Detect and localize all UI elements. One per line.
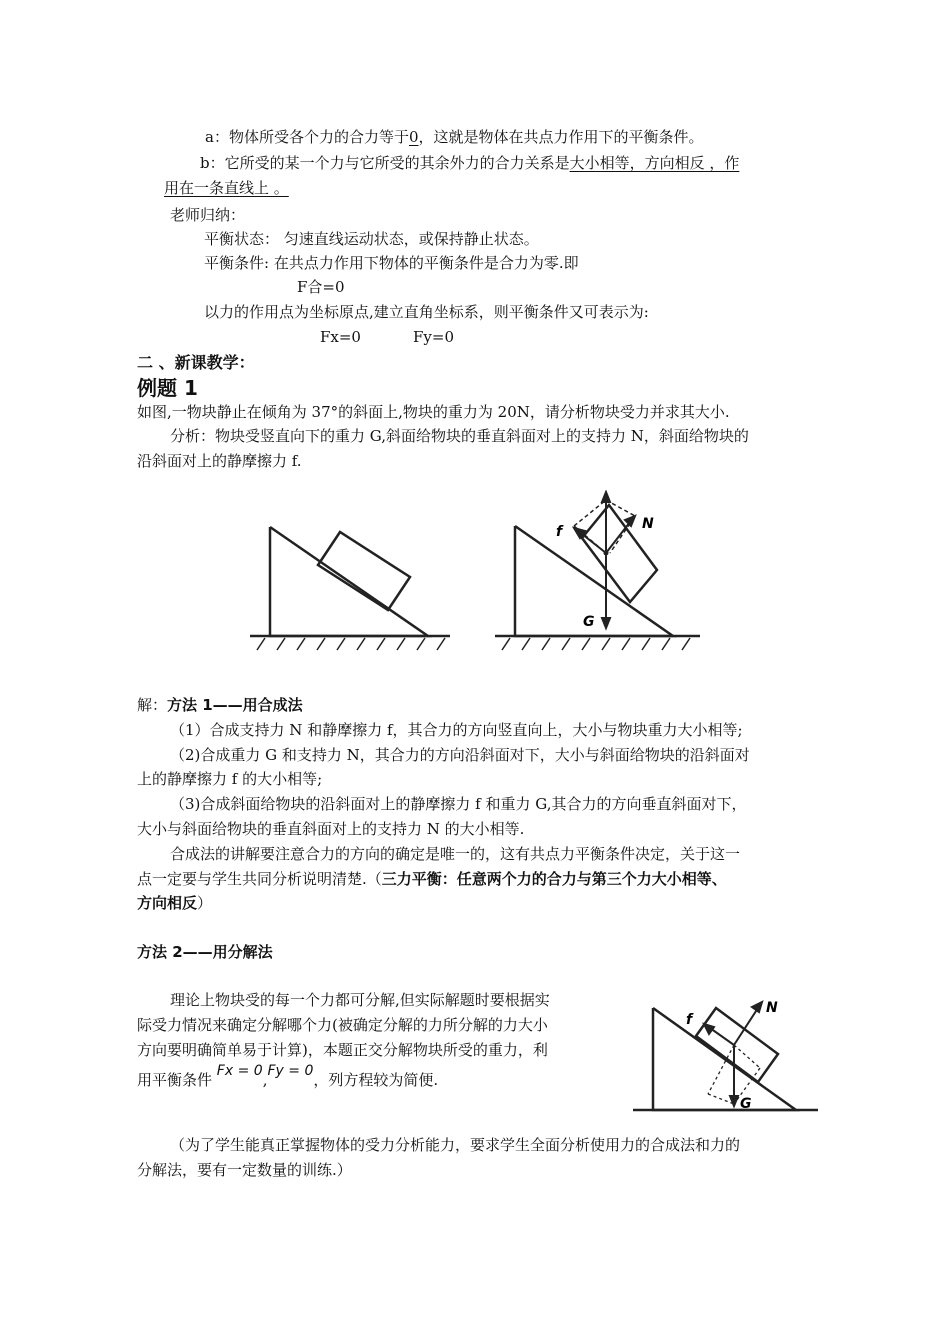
- label-G: G: [583, 614, 595, 630]
- method1-heading: 解：方法 1——用合成法: [137, 696, 303, 714]
- method2-p1: 理论上物块受的每一个力都可分解,但实际解题时要根据实: [170, 991, 550, 1009]
- example-analysis-line2: 沿斜面对上的静摩擦力 f.: [137, 452, 302, 470]
- example-problem: 如图,一物块静止在倾角为 37°的斜面上,物块的重力为 20N，请分析物块受力并求其大小.: [137, 403, 730, 421]
- label-N: N: [766, 1000, 778, 1016]
- summary-formula: F合=0: [297, 278, 345, 296]
- incline-figure-forces: [490, 490, 705, 655]
- section-title: 二 、新课教学：: [137, 353, 255, 372]
- summary-condition: 平衡条件: 在共点力作用下物体的平衡条件是合力为零.即: [204, 254, 579, 272]
- incline-figure-decomposition: [628, 990, 823, 1125]
- balance-b: b：它所受的某一个力与它所受的其余外力的合力关系是大小相等，方向相反 ，作: [200, 154, 740, 172]
- label-f: f: [556, 524, 563, 540]
- method1-step3a: （3)合成斜面给物块的沿斜面对上的静摩擦力 f 和重力 G,其合力的方向垂直斜面对下，: [170, 795, 747, 813]
- summary-state: 平衡状态： 匀速直线运动状态，或保持静止状态。: [204, 230, 539, 248]
- equation-fy: Fy = 0: [267, 1063, 314, 1079]
- label-G: G: [740, 1096, 752, 1112]
- method1-step2b: 上的静摩擦力 f 的大小相等;: [137, 770, 323, 788]
- incline-figure-plain: [245, 505, 455, 655]
- summary-heading: 老师归纳：: [170, 206, 246, 224]
- method2-p4: 用平衡条件 Fx = 0,Fy = 0，列方程较为简便.: [137, 1063, 439, 1089]
- closing-line1: （为了学生能真正掌握物体的受力分析能力，要求学生全面分析使用力的合成法和力的: [170, 1136, 741, 1154]
- method1-note2: 点一定要与学生共同分析说明清楚.（三力平衡：任意两个力的合力与第三个力大小相等、: [137, 870, 727, 888]
- label-N: N: [642, 516, 654, 532]
- balance-a: a：物体所受各个力的合力等于0，这就是物体在共点力作用下的平衡条件。: [205, 128, 704, 146]
- example-analysis-line1: 分析：物块受竖直向下的重力 G,斜面给物块的垂直斜面对上的支持力 N，斜面给物块的: [170, 427, 749, 445]
- method1-note3: 方向相反）: [137, 894, 213, 912]
- method1-note1: 合成法的讲解要注意合力的方向的确定是唯一的，这有共点力平衡条件决定，关于这一: [170, 845, 741, 863]
- balance-b-cont: 用在一条直线上 。: [164, 179, 289, 197]
- method1-step2a: （2)合成重力 G 和支持力 N，其合力的方向沿斜面对下，大小与斜面给物块的沿斜面对: [170, 746, 750, 764]
- summary-fy: Fy=0: [413, 328, 454, 346]
- method1-step3b: 大小与斜面给物块的垂直斜面对上的支持力 N 的大小相等.: [137, 820, 525, 838]
- closing-line2: 分解法，要有一定数量的训练.）: [137, 1161, 352, 1179]
- example-title: 例题 1: [137, 376, 198, 400]
- label-f: f: [686, 1012, 693, 1028]
- method2-p2: 际受力情况来确定分解哪个力(被确定分解的力所分解的力大小: [137, 1016, 548, 1034]
- method2-title: 方法 2——用分解法: [137, 943, 273, 961]
- summary-fx: Fx=0: [320, 328, 361, 346]
- method2-p3: 方向要明确简单易于计算)，本题正交分解物块所受的重力，利: [137, 1041, 548, 1059]
- equation-fx: Fx = 0: [216, 1063, 263, 1079]
- method1-step1: （1）合成支持力 N 和静摩擦力 f，其合力的方向竖直向上，大小与物块重力大小相等;: [170, 721, 743, 739]
- summary-coords: 以力的作用点为坐标原点,建立直角坐标系，则平衡条件又可表示为:: [204, 303, 649, 321]
